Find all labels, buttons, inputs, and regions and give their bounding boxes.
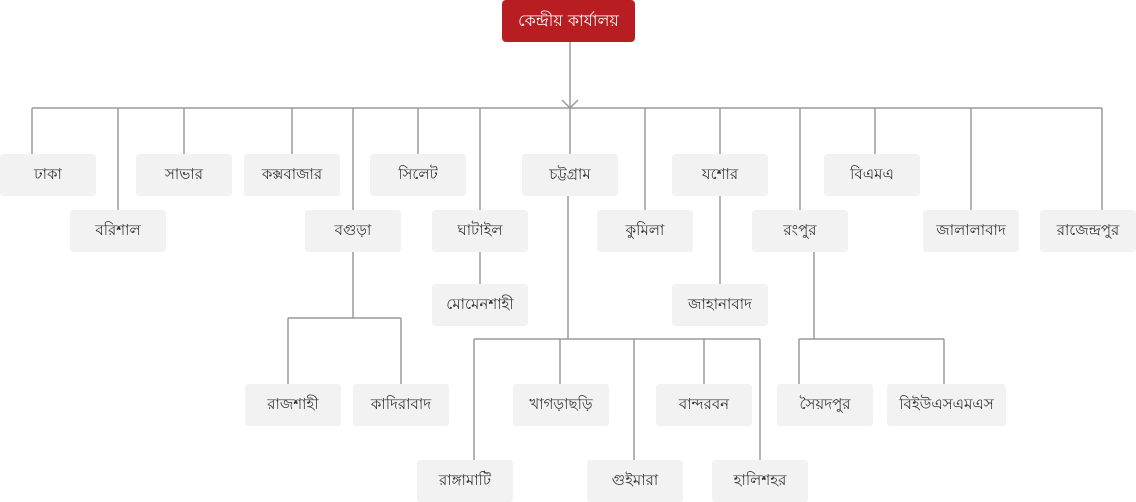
root-node[interactable]: কেন্দ্রীয় কার্যালয় [502,0,635,42]
branch-chattogram[interactable]: চট্টগ্রাম [522,154,618,196]
sub-saidpur[interactable]: সৈয়দপুর [777,384,873,426]
sub-halishahar[interactable]: হালিশহর [712,460,808,502]
sub-kadirabad[interactable]: কাদিরাবাদ [353,384,449,426]
sub-mymensingh[interactable]: মোমেনশাহী [432,284,528,326]
branch-rangpur[interactable]: রংপুর [752,210,848,252]
branch-jashore[interactable]: যশোর [672,154,768,196]
branch-sylhet[interactable]: সিলেট [370,154,466,196]
branch-savar[interactable]: সাভার [136,154,232,196]
sub-guimara[interactable]: গুইমারা [587,460,683,502]
sub-rajshahi[interactable]: রাজশাহী [245,384,341,426]
sub-busms[interactable]: বিইউএসএমএস [887,384,1006,426]
branch-rajendrapur[interactable]: রাজেন্দ্রপুর [1040,210,1136,252]
branch-jalalabad[interactable]: জালালাবাদ [923,210,1019,252]
branch-cumilla[interactable]: কুমিলা [597,210,693,252]
branch-barishal[interactable]: বরিশাল [70,210,166,252]
branch-bma[interactable]: বিএমএ [824,154,920,196]
sub-rangamati[interactable]: রাঙ্গামাটি [417,460,513,502]
branch-coxsbazar[interactable]: কক্সবাজার [244,154,340,196]
branch-bogura[interactable]: বগুড়া [305,210,401,252]
sub-jahanabad[interactable]: জাহানাবাদ [672,284,768,326]
branch-dhaka[interactable]: ঢাকা [0,154,96,196]
sub-bandarban[interactable]: বান্দরবন [656,384,752,426]
sub-khagrachhari[interactable]: খাগড়াছড়ি [513,384,609,426]
branch-ghatail[interactable]: ঘাটাইল [432,210,528,252]
